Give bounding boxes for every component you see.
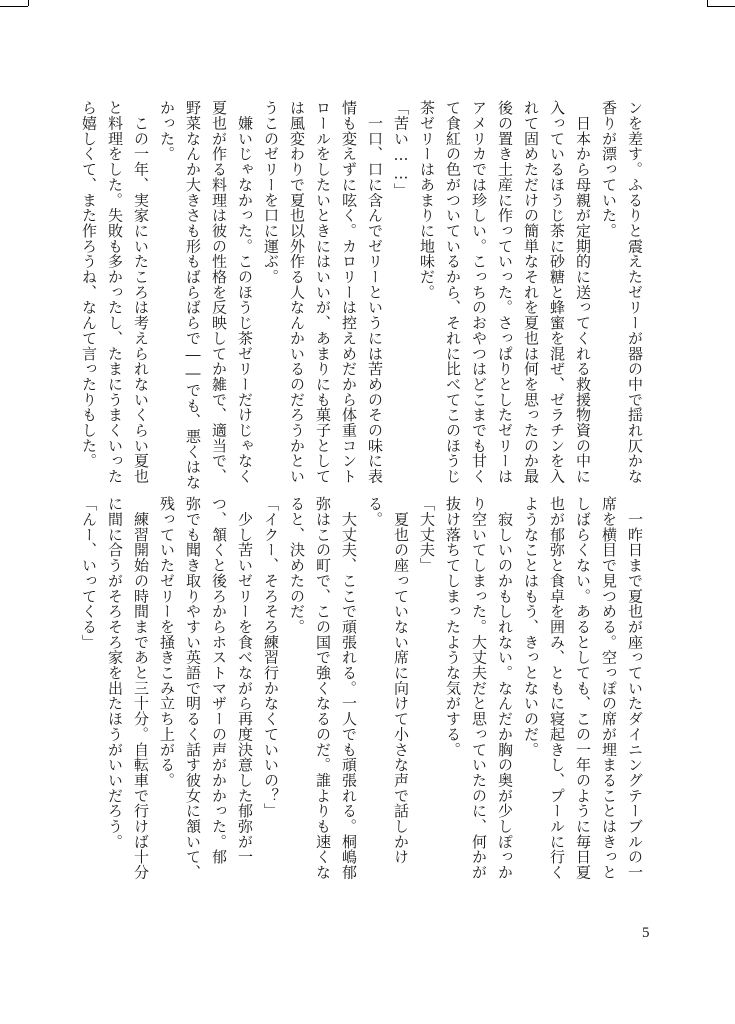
text-line: 夏也が作る料理は彼の性格を反映してか雑で、適当で、 xyxy=(210,100,228,484)
text-line: 夏也の座っていない席に向けて小さな声で話しかけ xyxy=(392,496,410,865)
text-line: 日本から母親が定期的に送ってくれる救援物資の中に xyxy=(574,100,592,484)
text-line: つ、頷くと後ろからホストマザーの声がかかった。郁 xyxy=(210,496,228,865)
text-line: 後の置き土産に作っていった。さっぱりとしたゼリーは xyxy=(496,100,514,484)
text-line: れて固めただけの簡単なそれを夏也は何を思ったのか最 xyxy=(522,100,540,484)
text-line: 香りが漂っていた。 xyxy=(600,100,618,239)
text-line: 「苦い……」 xyxy=(392,100,410,199)
page-number: 5 xyxy=(642,925,650,941)
text-line: 抜け落ちてしまったような気がする。 xyxy=(444,496,462,757)
text-line: て食紅の色がついているから、それに比べてこのほうじ xyxy=(444,100,462,484)
text-line: この一年、実家にいたころは考えられないくらい夏也 xyxy=(132,100,150,484)
text-line: ようなことはもう、きっとないのだ。 xyxy=(522,496,540,757)
text-line: 「大丈夫」 xyxy=(418,496,436,573)
text-line: 一昨日まで夏也が座っていたダイニングテーブルの一 xyxy=(626,496,644,880)
text-line: アメリカでは珍しい。こっちのおやつはどこまでも甘く xyxy=(470,100,488,484)
text-line: かった。 xyxy=(158,100,176,162)
text-line: うこのゼリーを口に運ぶ。 xyxy=(262,100,280,285)
crop-mark-top-right-horizontal xyxy=(707,6,735,7)
text-line: 「んー、いってくる」 xyxy=(80,496,98,650)
text-line: 野菜なんか大きさも形もばらばらで――でも、悪くはな xyxy=(184,100,202,490)
crop-mark-top-left-horizontal xyxy=(0,6,28,7)
text-line: 残っていたゼリーを掻きこみ立ち上がる。 xyxy=(158,496,176,788)
text-line: 少し苦いゼリーを食べながら再度決意した郁弥が一 xyxy=(236,496,254,865)
lower-text-block xyxy=(76,496,648,880)
text-line: と料理をした。失敗も多かったし、たまにうまくいった xyxy=(106,100,124,484)
text-line: 「イクー、そろそろ練習行かなくていいの？」 xyxy=(262,496,280,819)
text-line: ロールをしたいときにはいいが、あまりにも菓子として xyxy=(314,100,332,484)
text-line: 席を横目で見つめる。空っぽの席が埋まることはきっと xyxy=(600,496,618,880)
upper-text-block xyxy=(76,100,648,490)
text-line: 也が郁弥と食卓を囲み、ともに寝起きし、プールに行く xyxy=(548,496,566,880)
text-line: 一口、口に含んでゼリーというには苦めのその味に表 xyxy=(366,100,384,484)
text-line: 情も変えずに呟く。カロリーは控えめだから体重コント xyxy=(340,100,358,484)
text-line: 入っているほうじ茶に砂糖と蜂蜜を混ぜ、ゼラチンを入 xyxy=(548,100,566,484)
text-line: ンを差す。ふるりと震えたゼリーが器の中で揺れ仄かな xyxy=(626,100,644,484)
text-line: 大丈夫、ここで頑張れる。一人でも頑張れる。桐嶋郁 xyxy=(340,496,358,880)
text-line: 茶ゼリーはあまりに地味だ。 xyxy=(418,100,436,300)
text-line: は風変わりで夏也以外作る人なんかいるのだろうかとい xyxy=(288,100,306,484)
text-line: 嫌いじゃなかった。このほうじ茶ゼリーだけじゃなく xyxy=(236,100,254,484)
text-line: ら嬉しくて、また作ろうね、なんて言ったりもした。 xyxy=(80,100,98,469)
text-line: 弥でも聞き取りやすい英語で明るく話す彼女に頷いて、 xyxy=(184,496,202,880)
text-line: り空いてしまった。大丈夫だと思っていたのに、何かが xyxy=(470,496,488,880)
text-line: に間に合うがそろそろ家を出たほうがいいだろう。 xyxy=(106,496,124,850)
text-line: しばらくない。あるとしても、この一年のように毎日夏 xyxy=(574,496,592,880)
crop-mark-top-right-vertical xyxy=(707,0,708,6)
text-line: 弥はこの町で、この国で強くなるのだ。誰よりも速くな xyxy=(314,496,332,880)
text-line: 寂しいのかもしれない。なんだか胸の奥が少しぽっか xyxy=(496,496,514,880)
text-line: 練習開始の時間まであと三十分。自転車で行けば十分 xyxy=(132,496,150,880)
text-line: ると、決めたのだ。 xyxy=(288,496,306,635)
crop-mark-top-left-vertical xyxy=(28,0,29,6)
text-line: る。 xyxy=(366,496,384,527)
